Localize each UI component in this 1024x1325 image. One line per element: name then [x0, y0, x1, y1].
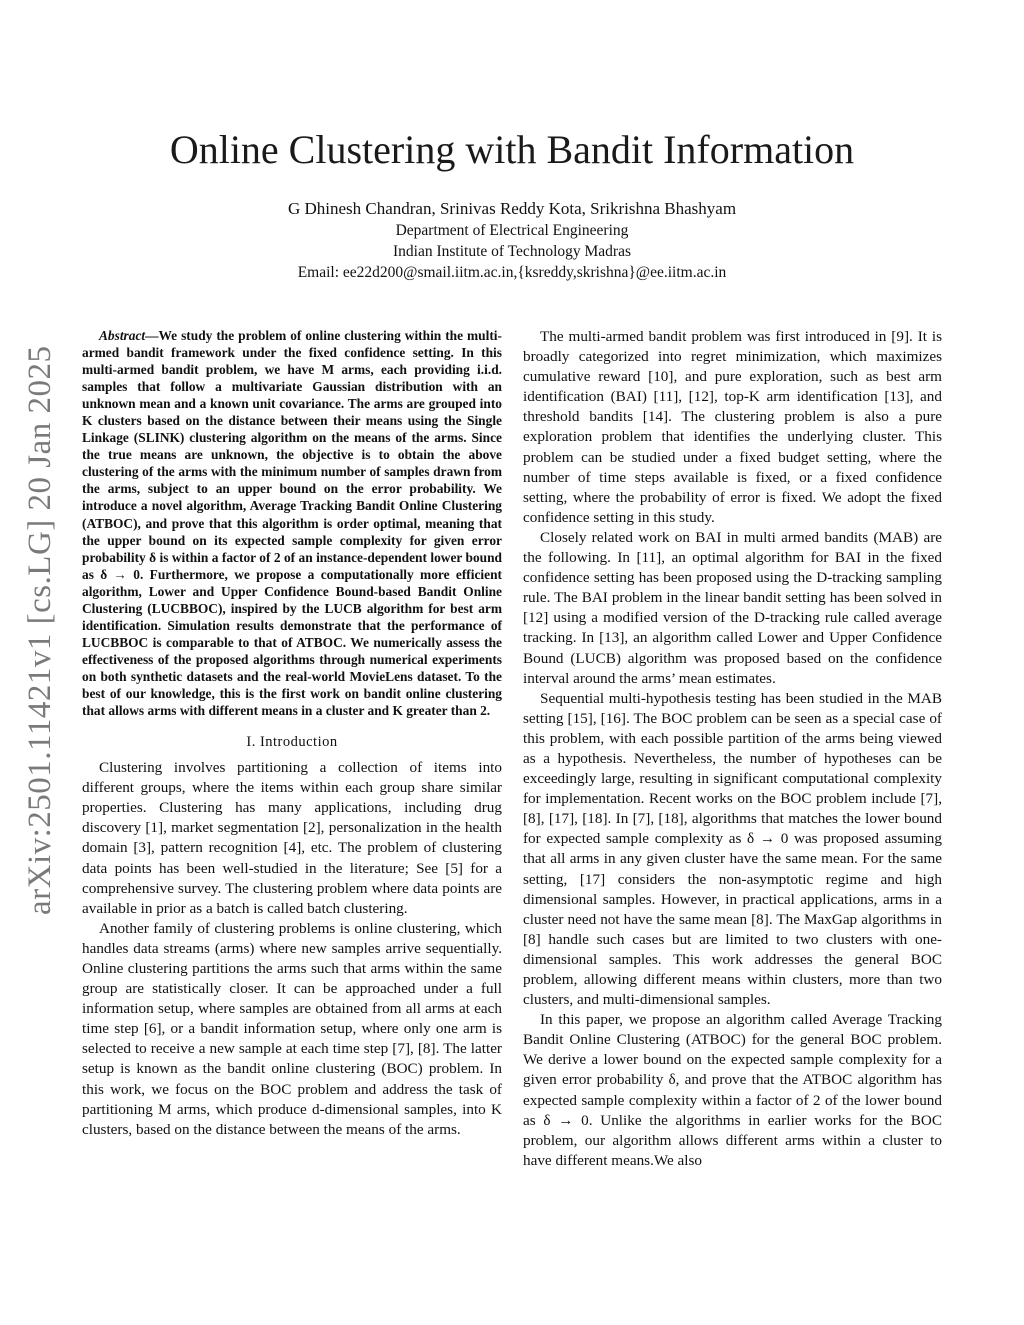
abstract-label: Abstract	[99, 328, 146, 343]
body-paragraph: Closely related work on BAI in multi armed bandits (MAB) are the following. In [11], an optimal algorithm for BAI in the fixed confidence setting has been proposed using the D-tracking sampling rule. The BAI problem in the linear bandit setting has been solved in [12] using a modified version of the D-tracking rule called average tracking. In [13], an algorithm called Lower and Upper Confidence Bound (LUCB) algorithm was proposed based on the confidence interval around the arms’ mean estimates.	[523, 528, 942, 687]
body-paragraph: In this paper, we propose an algorithm called Average Tracking Bandit Online Clustering (ATBOC) for the general BOC problem. We derive a lower bound on the expected sample complexity for a given error probability δ, and prove that the ATBOC algorithm has expected sample complexity within a factor of 2 of the lower bound as δ → 0. Unlike the algorithms in earlier works for the BOC problem, our algorithm allows different arms within a cluster to have different means.We also	[523, 1011, 942, 1169]
affiliation-department: Department of Electrical Engineering	[395, 222, 629, 239]
intro-paragraph: Another family of clustering problems is online clustering, which handles data streams (arms) where new samples arrive sequentially. Online clustering partitions the arms such that arms within the same group are statistically closer. It can be approached under a full information setup, where samples are obtained from all arms at each time step [6], or a bandit information setup, where only one arm is selected to receive a new sample at each time step [7], [8]. The latter setup is known as the bandit online clustering (BOC) problem. In this work, we focus on the BOC problem and address the task of partitioning M arms, which produce d-dimensional samples, into K clusters, based on the distance between the means of the arms.	[82, 919, 502, 1138]
intro-paragraph: Clustering involves partitioning a collection of items into different groups, where the items within each group share similar properties. Clustering has many applications, including drug discovery [1], market segmentation [2], personalization in the health domain [3], pattern recognition [4], etc. The problem of clustering data points has been well-studied in the literature; See [5] for a comprehensive survey. The clustering problem where data points are available in prior as a batch is called batch clustering.	[82, 759, 502, 917]
abstract-text: —We study the problem of online clustering within the multi-armed bandit framework under the fixed confidence setting. In this multi-armed bandit problem, we have M arms, each providing i.i.d. samples that follow a multivariate Gaussian distribution with an unknown mean and a known unit covariance. The arms are grouped into K clusters based on the distance between their means using the Single Linkage (SLINK) clustering algorithm on the means of the arms. Since the true means are unknown, the objective is to obtain the above clustering of the arms with the minimum number of samples drawn from the arms, subject to an upper bound on the error probability. We introduce a novel algorithm, Average Tracking Bandit Online Clustering (ATBOC), and prove that this algorithm is order optimal, meaning that the upper bound on its expected sample complexity for given error probability δ is within a factor of 2 of an instance-dependent lower bound as δ → 0. Furthermore, we propose a computationally more efficient algorithm, Lower and Upper Confidence Bound-based Bandit Online Clustering (LUCBBOC), inspired by the LUCB algorithm for best arm identification. Simulation results demonstrate that the performance of LUCBBOC is comparable to that of ATBOC. We numerically assess the effectiveness of the proposed algorithms through numerical experiments on both synthetic datasets and the real-world MovieLens dataset. To the best of our knowledge, this is the first work on bandit online clustering that allows arms with different means in a cluster and K greater than 2.	[82, 328, 502, 719]
author-list: G Dhinesh Chandran, Srinivas Reddy Kota, Srikrishna Bhashyam	[287, 199, 737, 218]
paper-title: Online Clustering with Bandit Information	[169, 127, 855, 172]
abstract	[82, 327, 502, 719]
body-paragraph: The multi-armed bandit problem was first introduced in [9]. It is broadly categorized into regret minimization, which maximizes cumulative reward [10], and pure exploration, such as best arm identification (BAI) [11], [12], top-K arm identification [13], and threshold bandits [14]. The clustering problem is also a pure exploration problem that identifies the underlying cluster. This problem can be studied under a fixed budget setting, where the number of time steps available is fixed, or a fixed confidence setting, where the probability of error is fixed. We adopt the fixed confidence setting in this study.	[523, 328, 942, 526]
section-title-introduction: I. Introduction	[246, 734, 338, 751]
left-column	[82, 327, 502, 1140]
right-column	[523, 327, 942, 1171]
author-email: Email: ee22d200@smail.iitm.ac.in,{ksreddy,skrishna}@ee.iitm.ac.in	[297, 264, 727, 281]
arxiv-identifier-stamp: arXiv:2501.11421v1 [cs.LG] 20 Jan 2025	[22, 345, 58, 915]
body-paragraph: Sequential multi-hypothesis testing has been studied in the MAB setting [15], [16]. The BOC problem can be seen as a special case of this problem, with each possible partition of the arms being viewed as a hypothesis. Nevertheless, the number of hypotheses can be exceedingly large, resulting in significant computational complexity for implementation. Recent works on the BOC problem include [7], [8], [17], [18]. In [7], [18], algorithms that matches the lower bound for expected sample complexity as δ → 0 was proposed assuming that all arms in any given cluster have the same mean. For the same setting, [17] considers the non-asymptotic regime and high dimensional samples. However, in practical applications, arms in a cluster need not have the same mean [8]. The MaxGap algorithms in [8] handle such cases but are limited to two clusters with one-dimensional samples. This work addresses the general BOC problem, allowing different means within clusters, more than two clusters, and multi-dimensional samples.	[523, 689, 942, 1009]
affiliation-institute: Indian Institute of Technology Madras	[393, 243, 631, 260]
